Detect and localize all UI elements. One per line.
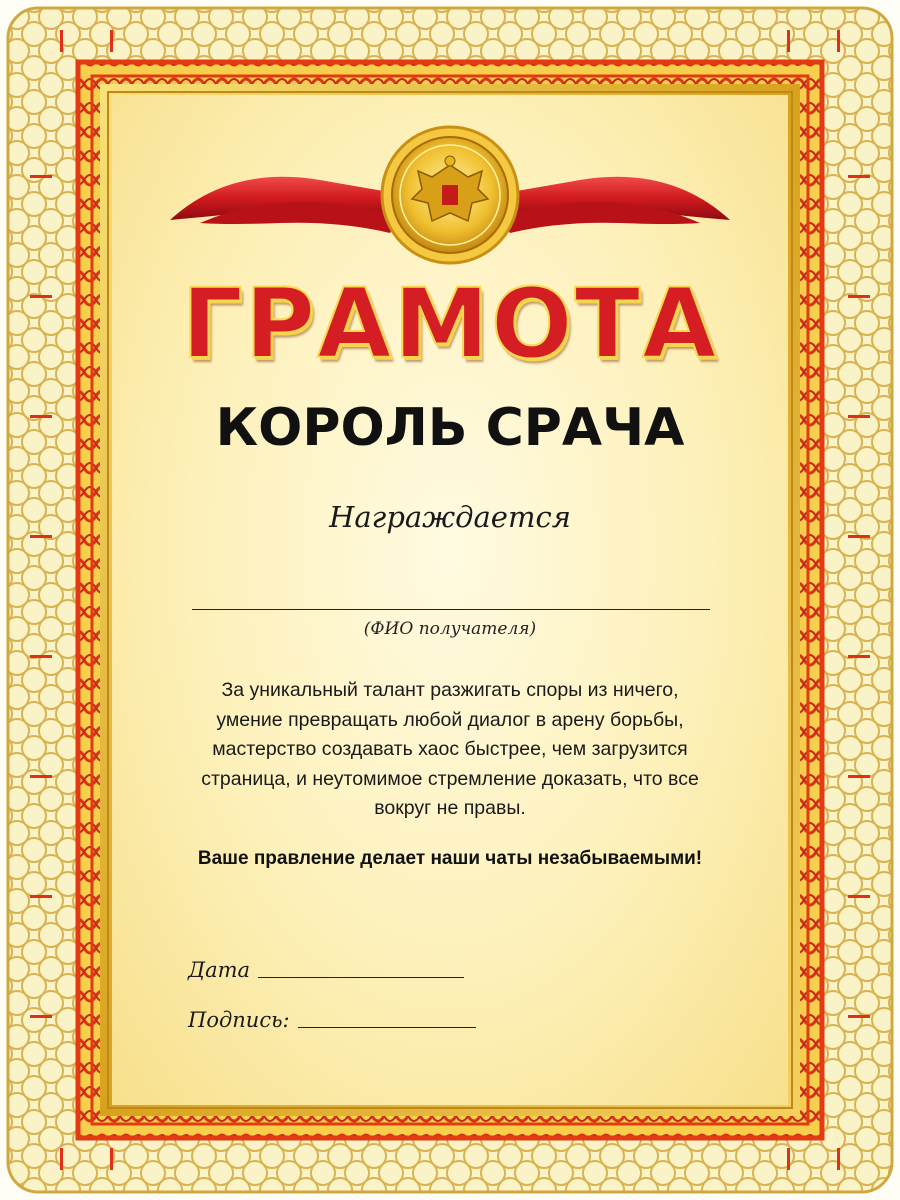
closing-statement: Ваше правление делает наши чаты незабываемыми! [197,848,703,869]
emblem-with-ribbon [170,125,730,275]
certificate-subtitle: КОРОЛЬ СРАЧА [215,398,685,458]
recipient-name-caption: (ФИО получателя) [363,619,537,639]
date-line[interactable] [258,977,464,978]
award-reason-line: умение превращать любой диалог в арену борьбы, [216,708,684,731]
award-reason-line: вокруг не правы. [374,797,526,819]
signature-label: Подпись: [188,1008,290,1032]
award-reason-line: За уникальный талант разжигать споры из ничего, [221,679,679,701]
certificate-title: ГРАМОТА [181,268,719,380]
date-field [188,958,464,982]
awarded-label: Награждается [329,500,571,534]
signature-line[interactable] [298,1027,476,1028]
award-reason-line: мастерство создавать хаос быстрее, чем загрузится [212,738,688,760]
double-headed-eagle-medal-icon [382,127,518,263]
award-reason-line: страница, и неутомимое стремление доказать, что все [201,767,699,790]
award-reason-text [150,676,750,824]
signature-field [188,1008,476,1032]
date-label: Дата [188,958,251,982]
recipient-name-line[interactable] [192,609,710,610]
